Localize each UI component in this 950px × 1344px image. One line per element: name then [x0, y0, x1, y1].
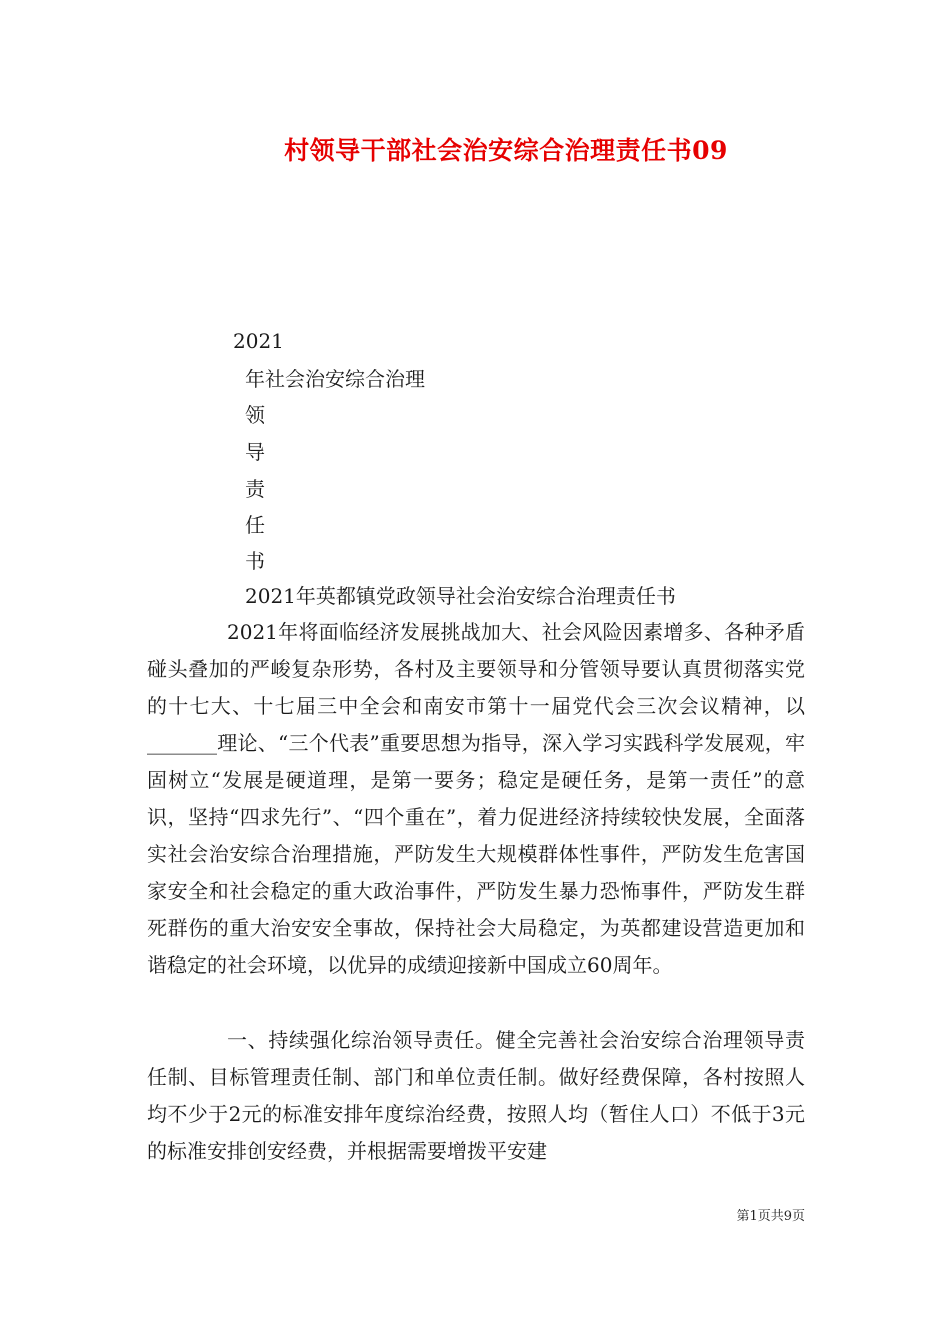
document-subtitle: 2021年英都镇党政领导社会治安综合治理责任书: [245, 584, 676, 608]
document-title: 村领导干部社会治安综合治理责任书09: [284, 136, 728, 165]
heading-char-5: 书: [245, 549, 265, 573]
paragraph-2: 一、持续强化综治领导责任。健全完善社会治安综合治理领导责任制、目标管理责任制、部门和单位责任制。做好经费保障，各村按照人均不少于2元的标准安排年度综治经费，按照人均（暂住人口）不低于3元的标准安排创安经费，并根据需要增拨平安建: [147, 1028, 805, 1163]
paragraph-1: 2021年将面临经济发展挑战加大、社会风险因素增多、各种矛盾碰头叠加的严峻复杂形势，各村及主要领导和分管领导要认真贯彻落实党的十七大、十七届三中全会和南安市第十一届党代会三次会议精神，以_______理论、“三个代表”重要思想为指导，深入学习实践科学发展观，牢固树立“发展是硬道理，是第一要务；稳定是硬任务，是第一责任”的意识，坚持“四求先行”、“四个重在”，着力促进经济持续较快发展，全面落实社会治安综合治理措施，严防发生大规模群体性事件，严防发生危害国家安全和社会稳定的重大政治事件，严防发生暴力恐怖事件，严防发生群死群伤的重大治安安全事故，保持社会大局稳定，为英都建设营造更加和谐稳定的社会环境，以优异的成绩迎接新中国成立60周年。: [147, 620, 805, 977]
heading-char-1: 领: [245, 403, 265, 427]
page-number: 第1页共9页: [736, 1209, 805, 1224]
heading-char-3: 责: [245, 477, 265, 501]
heading-char-4: 任: [245, 513, 265, 537]
heading-year: 2021: [233, 329, 284, 353]
heading-line1: 年社会治安综合治理: [245, 367, 425, 391]
heading-char-2: 导: [245, 440, 265, 464]
page-footer: [736, 1205, 805, 1224]
